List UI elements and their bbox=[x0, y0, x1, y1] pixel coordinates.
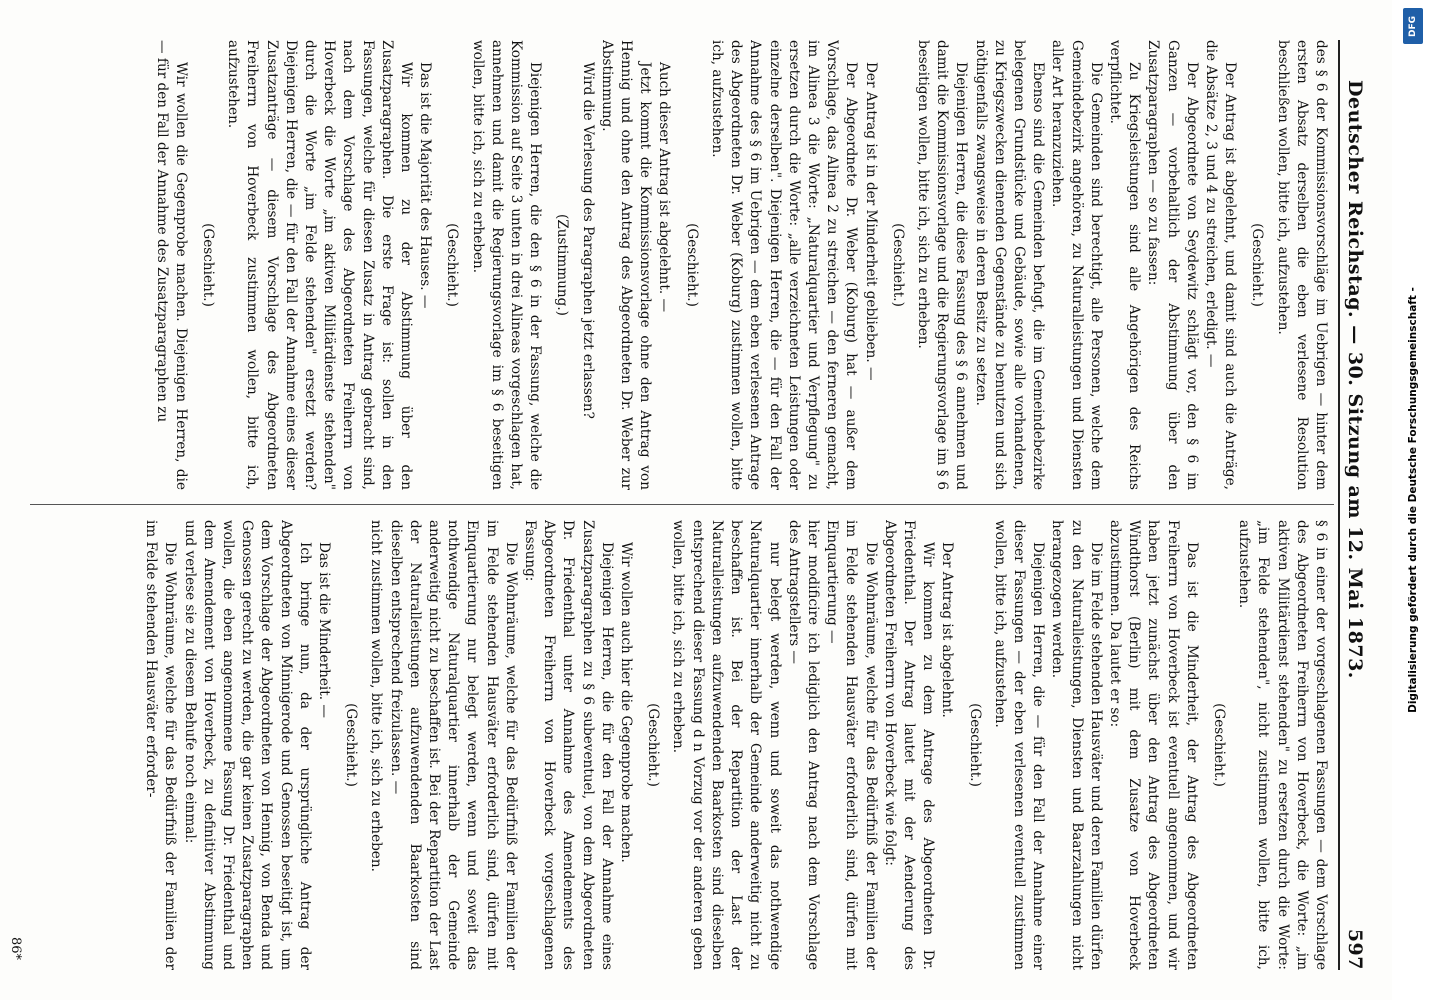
text-paragraph: Auch dieser Antrag ist abgelehnt. — bbox=[656, 62, 673, 313]
text-paragraph: Diejenigen Herren, die für den Fall der Annahme eines Zusatzparagraphen zu § 6 subeventuel, von dem Abgeordneten Dr. Friedenthal unter Annahme des Amendements des Abgeordneten Freiherrn von Hoverbeck vorgeschlagenen Fassung: bbox=[522, 520, 615, 970]
text-paragraph: nur belegt werden, wenn und soweit das nothwendige Naturalquartier innerhalb der Gemeinde anderweitig nicht zu beschaffen ist. Bei der Repartition der Last der Naturalleistungen aufzuwendenden Baarkosten sind dieselben entsprechend dieser Fassung d n Vorzug vor der anderen geben wollen, bitte ich, sich zu erheben. bbox=[670, 520, 783, 970]
text-paragraph: des § 6 der Kommissionsvorschläge im Uebrigen — hinter dem ersten Absatz derselben die eben verlesene Resolution beschließen wollen, bitte ich, aufzustehen. bbox=[1274, 40, 1329, 490]
page-header-title: Deutscher Reichstag. — 30. Sitzung am 12. Mai 1873. bbox=[1344, 80, 1366, 679]
stage-direction: (Geschieht.) bbox=[1210, 703, 1227, 787]
text-paragraph: Die im Felde stehenden Hausväter und deren Familien dürfen zu den Naturalleistungen, Diensten und Baarzahlungen nicht herangezogen werden. bbox=[1049, 520, 1104, 970]
page-number: 597 bbox=[1344, 928, 1366, 970]
text-paragraph: Diejenigen Herren, die den § 6 in der Fassung, welche die Kommission auf Seite 3 unten in drei Alineas vorgeschlagen hat, annehmen und damit die Regierungsvorlage im § 6 beseitigen wollen, bitte ich, sich zu erheben. bbox=[469, 40, 544, 490]
text-paragraph: Wird die Verlesung des Paragraphen jetzt erlassen? bbox=[579, 62, 596, 419]
text-paragraph: Die Wohnräume, welche für das Bedürfniß der Familien der im Felde stehenden Hausväter erforderlich sind, dürfen mit Einquartierung — bbox=[824, 520, 879, 970]
left-text-column bbox=[30, 40, 1330, 490]
text-paragraph: nicht zustimmen wollen, bitte ich, sich zu erheben. bbox=[368, 520, 385, 872]
digitization-credit: Digitalisierung gefördert durch die Deutsche Forschungsgemeinschaft - bbox=[1407, 287, 1419, 713]
text-paragraph: Wir kommen zu dem Antrage des Abgeordneten Dr. Friedenthal. Der Antrag lautet mit der Aenderung des Abgeordneten Freiherrn von Hoverbeck wie folgt: bbox=[881, 520, 937, 970]
text-paragraph: Die Gemeinden sind berechtigt, alle Personen, welche dem Gemeindebezirk angehören, zu Naturalleistungen und Diensten aller Art heranzuziehen. bbox=[1049, 40, 1104, 490]
text-paragraph: Zu Kriegsleistungen sind alle Angehörigen des Reichs verpflichtet. bbox=[1106, 40, 1143, 490]
text-paragraph: Wir wollen die Gegenprobe machen. Diejenigen Herren, die — für den Fall der Annahme des Zusatzparagraphen zu bbox=[153, 40, 189, 490]
text-paragraph: Der Antrag ist abgelehnt, und damit sind auch die Anträge, die Absätze 2, 3 und 4 zu streichen, erledigt. — bbox=[1202, 40, 1239, 490]
text-paragraph: Ich bringe nun, da der ursprüngliche Antrag der Abgeordneten von Minnigerode und Genossen beseitigt ist, um dem Vorschlage der Abgeordneten von Hennig, von Benda und Genossen gerecht zu werden, die gar keinen Zusatzparagraphen wollen, die eben angenommene Fassung Dr. Friedenthal und dem Amendement von Hoverbeck, zu definitiver Abstimmung und verlese sie zu diesem Behufe noch einmal: bbox=[181, 520, 313, 970]
stage-direction: (Geschieht.) bbox=[1249, 223, 1266, 307]
stage-direction: (Geschieht.) bbox=[966, 703, 983, 787]
running-head bbox=[1344, 40, 1378, 970]
text-paragraph: Wir wollen auch hier die Gegenprobe machen. bbox=[618, 542, 635, 863]
text-paragraph: Der Antrag ist in der Minderheit geblieben. — bbox=[862, 62, 879, 381]
text-paragraph: Der Abgeordnete von Seydewitz schlägt vor, den § 6 im Ganzen — vorbehaltlich der Abstimmung über den Zusatzparagraphen — so zu fassen: bbox=[1145, 40, 1200, 490]
text-paragraph: Die Wohnräume, welche für das Bedürfniß der Familien der im Felde stehenden Hausväter erforder- bbox=[143, 520, 179, 970]
text-paragraph: Diejenigen Herren, die — für den Fall der Annahme einer dieser Fassungen — der eben verlesenen eventuell zustimmen wollen, bitte ich, aufzustehen. bbox=[991, 520, 1047, 970]
stage-direction: (Geschieht.) bbox=[645, 703, 662, 787]
text-paragraph: Das ist die Majorität des Hauses. — bbox=[417, 62, 434, 309]
text-paragraph: Der Abgeordnete Dr. Weber (Koburg) hat — außer dem Vorschlage, das Alinea 2 zu streichen — den ferneren gemacht, im Alinea 3 die Worte: „Naturalquartier und Verpflegung" zu ersetzen durch die Worte: „alle verzeichneten Leistungen oder einzelne derselben". Diejenigen Herren, die — für den Fall der Annahme des § 6 im Uebrigen — dem eben verlesenen Antrage des Abgeordneten Dr. Weber (Koburg) zustimmen wollen, bitte ich, aufzustehen. bbox=[708, 40, 860, 490]
column-divider bbox=[30, 504, 1334, 505]
stage-direction: (Zustimmung.) bbox=[554, 214, 571, 316]
text-paragraph: Das ist die Minderheit, der Antrag des Abgeordneten Freiherrn von Hoverbeck ist eventuell angenommen, und wir haben jetzt zunächst über den Antrag des Abgeordneten Windthorst (Berlin) mit dem Zusatze von Hoverbeck abzustimmen. Da lautet er so: bbox=[1106, 520, 1200, 970]
text-paragraph: Die Wohnräume, welche für das Bedürfniß der Familien der im Felde stehenden Hausväter erforderlich sind, dürfen mit Einquartierung nur belegt werden, wenn und soweit das nothwendige Naturalquartier innerhalb der Gemeinde anderweitig nicht zu beschaffen ist. Bei der Repartition der Last der Naturalleistungen aufzuwendenden Baarkosten sind dieselben entsprechend freizulassen. — bbox=[387, 520, 519, 970]
stage-direction: (Geschieht.) bbox=[200, 223, 217, 307]
text-paragraph: Wir kommen zu der Abstimmung über den Zusatzparagraphen. Die erste Frage ist: sollen in den Fassungen, welche für diesen Zusatz in Antrag gebracht sind, nach dem Vorschlage des Abgeordneten Freiherrn von Hoverbeck die Worte „im aktiven Militärdienste stehenden" durch die Worte „im Felde stehenden" ersetzt werden? Diejenigen Herren, die — für den Fall der Annahme eines dieser Zusatzanträge — diesem Vorschlage des Abgeordneten Freiherrn von Hoverbeck zustimmen wollen, bitte ich, aufzustehen. bbox=[225, 40, 415, 490]
text-paragraph: Ebenso sind die Gemeinden befugt, die im Gemeindebezirke belegenen Grundstücke und Gebäude, sowie alle vorhandenen, zu Kriegszwecken dienenden Gegenstände zu benutzen und sich nöthigenfalls zwangsweise in deren Besitz zu setzen. bbox=[972, 40, 1047, 490]
text-paragraph: Diejenigen Herren, die diese Fassung des § 6 annehmen und damit die Kommissionsvorlage und die Regierungsvorlage im § 6 beseitigen wollen, bitte ich, sich zu erheben. bbox=[914, 40, 970, 490]
stage-direction: (Geschieht.) bbox=[343, 703, 360, 787]
right-text-column bbox=[30, 520, 1330, 970]
stage-direction: (Geschieht.) bbox=[444, 223, 461, 307]
text-paragraph: Das ist die Minderheit. — bbox=[316, 542, 333, 718]
text-paragraph: hier modificire ich lediglich den Antrag nach dem Vorschlage des Antragstellers — bbox=[785, 520, 821, 970]
stage-direction: (Geschieht.) bbox=[889, 223, 906, 307]
text-paragraph: Jetzt kommt die Kommissionsvorlage ohne den Antrag von Hennig und ohne den Antrag des Abgeordneten Dr. Weber zur Abstimmung. bbox=[598, 40, 654, 490]
text-paragraph: § 6 in einer der vorgeschlagenen Fassungen — dem Vorschlage des Abgeordneten Freiherrn von Hoverbeck, die Worte: „im aktiven Militärdienst stehenden" zu ersetzen durch die Worte: „im Felde stehenden", nicht zustimmen wollen, bitte ich, aufzustehen. bbox=[1236, 520, 1329, 970]
text-paragraph: Der Antrag ist abgelehnt. bbox=[939, 542, 956, 718]
sheet-signature: 86* bbox=[8, 936, 23, 960]
stage-direction: (Geschieht.) bbox=[683, 223, 700, 307]
header-rule bbox=[1338, 40, 1340, 970]
dfg-logo-icon: DFG bbox=[1403, 8, 1423, 44]
